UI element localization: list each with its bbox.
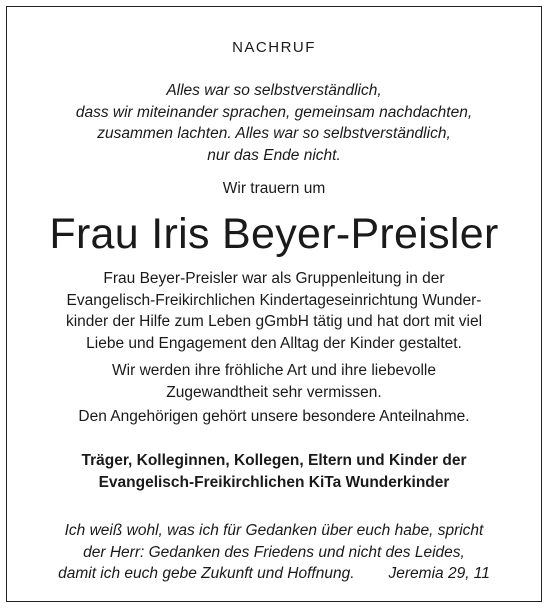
poem-line: dass wir miteinander sprachen, gemeinsam nachdachten, bbox=[75, 103, 473, 121]
bible-verse bbox=[7, 520, 541, 585]
poem-line: zusammen lachten. Alles war so selbstverständlich, bbox=[97, 125, 451, 143]
mourning-intro: Wir trauern um bbox=[222, 180, 326, 197]
tribute-paragraph bbox=[7, 268, 541, 355]
verse-line: damit ich euch gebe Zukunft und Hoffnung. bbox=[58, 565, 355, 583]
opening-poem bbox=[7, 80, 541, 166]
paragraph-line: Wir werden ihre fröhliche Art und ihre liebevolle bbox=[112, 362, 436, 379]
verse-last-line bbox=[7, 563, 541, 585]
signatories bbox=[7, 450, 541, 494]
verse-line: Ich weiß wohl, was ich für Gedanken über euch habe, spricht bbox=[64, 522, 484, 539]
verse-line: der Herr: Gedanken des Friedens und nicht des Leides, bbox=[83, 543, 465, 561]
paragraph-line: kinder der Hilfe zum Leben gGmbH tätig und hat dort mit viel bbox=[65, 313, 483, 331]
paragraph-line: Evangelisch-Freikirchlichen Kindertageseinrichtung Wunder- bbox=[66, 291, 482, 309]
paragraph-line: Den Angehörigen gehört unsere besondere Anteilnahme. bbox=[78, 408, 470, 425]
poem-line: Alles war so selbstverständlich, bbox=[166, 82, 382, 99]
obituary-notice bbox=[6, 6, 542, 602]
signatory-line: Evangelisch-Freikirchlichen KiTa Wunderkinder bbox=[98, 474, 450, 491]
remembrance-paragraph bbox=[7, 360, 541, 403]
paragraph-line: Zugewandtheit sehr vermissen. bbox=[166, 383, 382, 401]
verse-reference: Jeremia 29, 11 bbox=[388, 565, 490, 583]
condolence-paragraph bbox=[7, 406, 541, 428]
paragraph-line: Liebe und Engagement den Alltag der Kinder gestaltet. bbox=[86, 335, 462, 353]
notice-heading: NACHRUF bbox=[232, 39, 316, 56]
signatory-line: Träger, Kolleginnen, Kollegen, Eltern und Kinder der bbox=[81, 452, 467, 469]
poem-line: nur das Ende nicht. bbox=[207, 146, 341, 164]
paragraph-line: Frau Beyer-Preisler war als Gruppenleitung in der bbox=[103, 270, 445, 287]
deceased-name: Frau Iris Beyer-Preisler bbox=[49, 210, 499, 258]
